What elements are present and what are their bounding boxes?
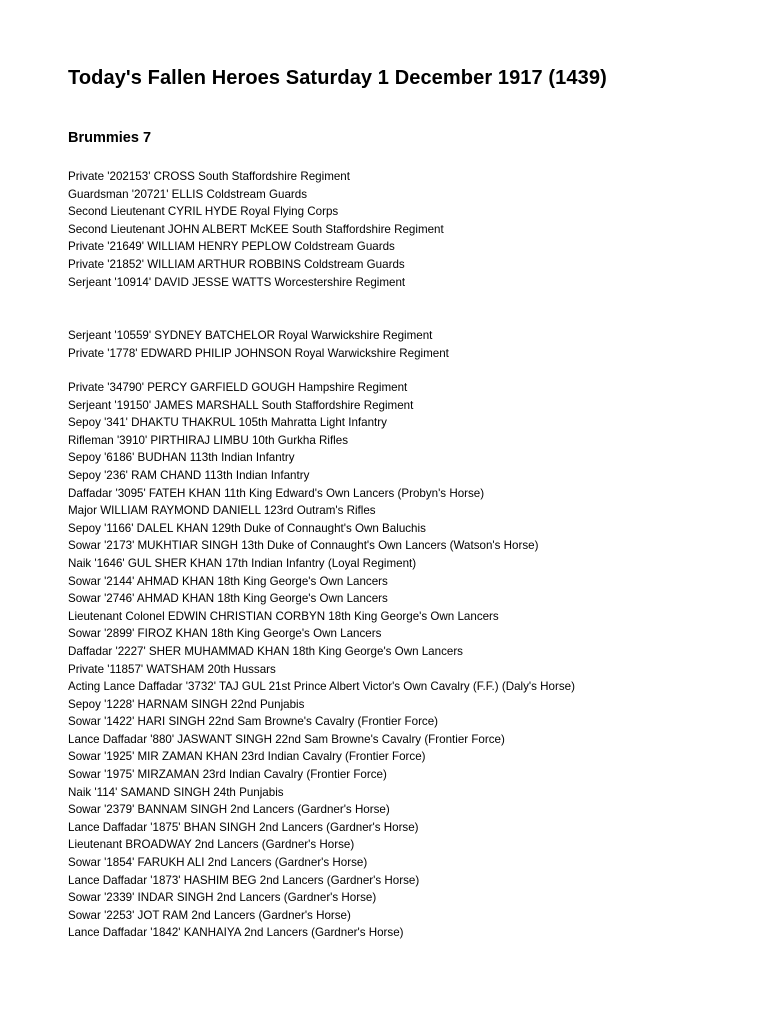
list-item: Lance Daffadar '1875' BHAN SINGH 2nd Lancers (Gardner's Horse) [68, 820, 419, 834]
page-title: Today's Fallen Heroes Saturday 1 December 1917 (1439) [68, 67, 607, 89]
list-item: Sowar '1854' FARUKH ALI 2nd Lancers (Gardner's Horse) [68, 856, 368, 870]
list-item: Rifleman '3910' PIRTHIRAJ LIMBU 10th Gurkha Rifles [68, 433, 348, 447]
warwickshire-list [68, 327, 449, 362]
list-item: Lance Daffadar '880' JASWANT SINGH 22nd Sam Browne's Cavalry (Frontier Force) [68, 732, 505, 746]
list-item: Sepoy '1166' DALEL KHAN 129th Duke of Connaught's Own Baluchis [68, 521, 426, 535]
list-item: Private '11857' WATSHAM 20th Hussars [68, 662, 276, 676]
list-item: Sepoy '341' DHAKTU THAKRUL 105th Mahratta Light Infantry [68, 416, 387, 430]
list-item: Serjeant '10914' DAVID JESSE WATTS Worcestershire Regiment [68, 275, 406, 289]
list-item: Sowar '2253' JOT RAM 2nd Lancers (Gardner's Horse) [68, 908, 351, 922]
list-item: Serjeant '19150' JAMES MARSHALL South Staffordshire Regiment [68, 398, 414, 412]
list-item: Second Lieutenant JOHN ALBERT McKEE South Staffordshire Regiment [68, 222, 444, 236]
list-item: Private '21852' WILLIAM ARTHUR ROBBINS Coldstream Guards [68, 257, 405, 271]
list-item: Sowar '1975' MIRZAMAN 23rd Indian Cavalry (Frontier Force) [68, 768, 387, 782]
list-item: Sepoy '6186' BUDHAN 113th Indian Infantry [68, 451, 295, 465]
list-item: Sowar '2899' FIROZ KHAN 18th King George's Own Lancers [68, 627, 382, 641]
list-item: Lieutenant BROADWAY 2nd Lancers (Gardner's Horse) [68, 838, 355, 852]
list-item: Sepoy '1228' HARNAM SINGH 22nd Punjabis [68, 697, 305, 711]
list-item: Guardsman '20721' ELLIS Coldstream Guards [68, 187, 308, 201]
list-item: Lieutenant Colonel EDWIN CHRISTIAN CORBYN 18th King George's Own Lancers [68, 609, 499, 623]
list-item: Daffadar '3095' FATEH KHAN 11th King Edward's Own Lancers (Probyn's Horse) [68, 486, 485, 500]
list-item: Private '21649' WILLIAM HENRY PEPLOW Coldstream Guards [68, 240, 395, 254]
list-item: Acting Lance Daffadar '3732' TAJ GUL 21st Prince Albert Victor's Own Cavalry (F.F.) (Daly's Horse) [68, 680, 575, 694]
list-item: Lance Daffadar '1842' KANHAIYA 2nd Lancers (Gardner's Horse) [68, 926, 404, 940]
list-item: Daffadar '2227' SHER MUHAMMAD KHAN 18th King George's Own Lancers [68, 644, 463, 658]
list-item: Private '202153' CROSS South Staffordshire Regiment [68, 170, 350, 183]
list-item: Naik '114' SAMAND SINGH 24th Punjabis [68, 785, 284, 799]
list-item: Private '34790' PERCY GARFIELD GOUGH Hampshire Regiment [68, 381, 408, 394]
brummies-list [68, 168, 444, 291]
list-item: Major WILLIAM RAYMOND DANIELL 123rd Outram's Rifles [68, 504, 376, 518]
list-item: Sowar '2746' AHMAD KHAN 18th King George's Own Lancers [68, 592, 388, 606]
list-item: Serjeant '10559' SYDNEY BATCHELOR Royal Warwickshire Regiment [68, 329, 433, 342]
fallen-list [68, 379, 575, 942]
list-item: Sowar '1422' HARI SINGH 22nd Sam Browne's Cavalry (Frontier Force) [68, 715, 439, 729]
list-item: Sowar '2379' BANNAM SINGH 2nd Lancers (Gardner's Horse) [68, 803, 390, 817]
list-item: Sowar '2173' MUKHTIAR SINGH 13th Duke of Connaught's Own Lancers (Watson's Horse) [68, 539, 539, 553]
list-item: Second Lieutenant CYRIL HYDE Royal Flying Corps [68, 205, 339, 219]
list-item: Sowar '2144' AHMAD KHAN 18th King George's Own Lancers [68, 574, 388, 588]
list-item: Sowar '2339' INDAR SINGH 2nd Lancers (Gardner's Horse) [68, 891, 377, 905]
list-item: Sepoy '236' RAM CHAND 113th Indian Infantry [68, 468, 310, 482]
list-item: Lance Daffadar '1873' HASHIM BEG 2nd Lancers (Gardner's Horse) [68, 873, 420, 887]
list-item: Private '1778' EDWARD PHILIP JOHNSON Royal Warwickshire Regiment [68, 346, 449, 360]
section-heading: Brummies 7 [68, 130, 152, 146]
list-item: Sowar '1925' MIR ZAMAN KHAN 23rd Indian Cavalry (Frontier Force) [68, 750, 426, 764]
list-item: Naik '1646' GUL SHER KHAN 17th Indian Infantry (Loyal Regiment) [68, 556, 417, 570]
